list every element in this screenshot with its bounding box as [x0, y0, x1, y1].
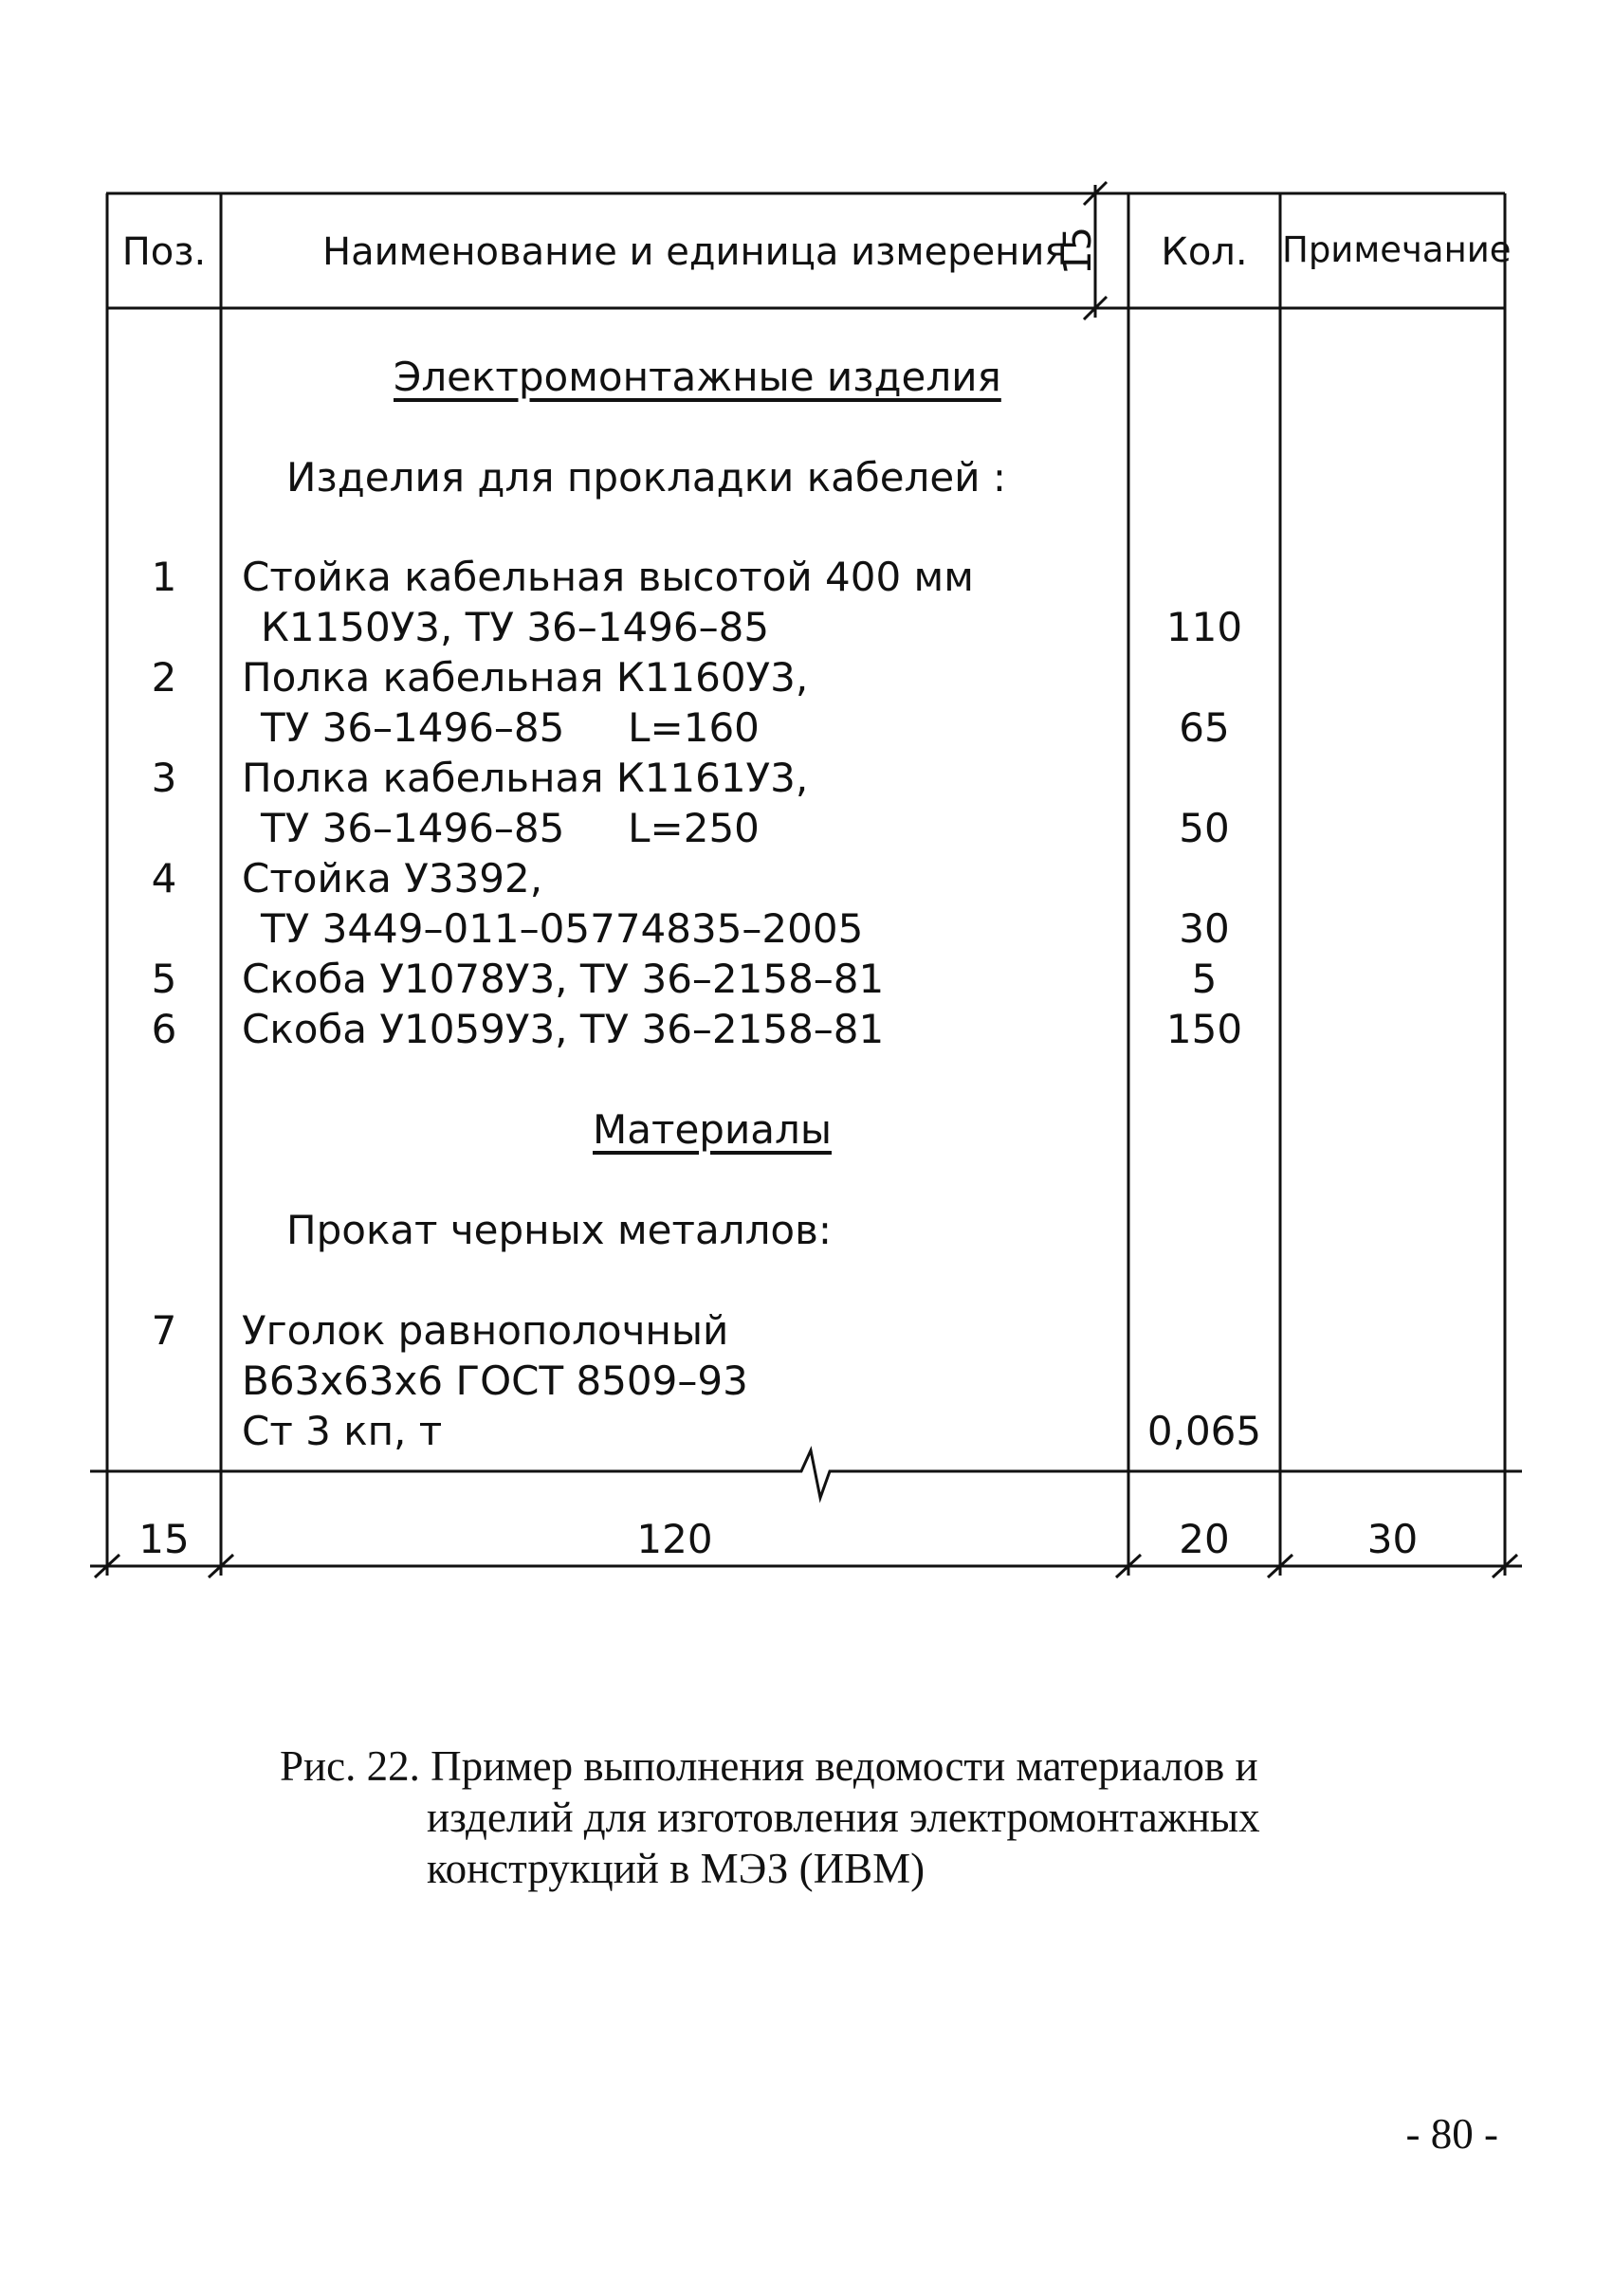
row-name-line: В63х63х6 ГОСТ 8509–93: [242, 1358, 748, 1404]
row-qty: 0,065: [1146, 1408, 1262, 1454]
row-name-line: Скоба У1078У3, ТУ 36–2158–81: [242, 956, 885, 1002]
row-name-line: ТУ 36–1496–85 L=160: [261, 704, 760, 751]
row-pos: 4: [151, 855, 177, 902]
column-width-dimension: 30: [1366, 1516, 1419, 1562]
row-qty: 110: [1165, 604, 1243, 650]
section-title: Материалы: [593, 1106, 832, 1153]
column-width-dimension: 20: [1179, 1516, 1230, 1562]
row-name-line: ТУ 36–1496–85 L=250: [261, 805, 760, 851]
row-name-line: ТУ 3449–011–05774835–2005: [261, 905, 864, 952]
column-width-dimension: 120: [636, 1516, 713, 1562]
caption-line: конструкций в МЭЗ (ИВМ): [427, 1845, 926, 1892]
caption-line: Рис. 22. Пример выполнения ведомости материалов и: [280, 1742, 1258, 1790]
header-name: Наименование и единица измерения: [322, 230, 1068, 274]
row-name-line: Полка кабельная К1160У3,: [242, 654, 809, 701]
row-name-line: Стойка У3392,: [242, 855, 543, 902]
row-qty: 50: [1179, 805, 1230, 851]
row-name-line: Уголок равнополочный: [242, 1307, 729, 1354]
row-qty: 65: [1179, 704, 1230, 751]
row-name-line: Стойка кабельная высотой 400 мм: [242, 554, 974, 600]
section-subtitle: Прокат черных металлов:: [286, 1207, 833, 1253]
row-name-line: Ст 3 кп, т: [242, 1408, 443, 1454]
row-qty: 30: [1179, 905, 1230, 952]
section-subtitle: Изделия для прокладки кабелей :: [286, 454, 1007, 501]
figure-caption: [280, 1740, 1323, 1894]
row-name-line: К1150У3, ТУ 36–1496–85: [261, 604, 770, 650]
row-qty: 5: [1191, 956, 1218, 1002]
header-note: Примечание: [1282, 229, 1512, 270]
header-height-dimension: 15: [1056, 227, 1100, 275]
caption-line: изделий для изготовления электромонтажных: [427, 1794, 1260, 1841]
row-pos: 5: [151, 956, 177, 1002]
row-name-line: Скоба У1059У3, ТУ 36–2158–81: [242, 1006, 885, 1052]
section-title: Электромонтажные изделия: [394, 354, 1001, 400]
header-qty: Кол.: [1161, 230, 1248, 274]
row-name-line: Полка кабельная К1161У3,: [242, 755, 809, 801]
header-pos: Поз.: [121, 230, 207, 274]
row-pos: 2: [151, 654, 177, 701]
page-number: - 80 -: [1405, 2110, 1498, 2158]
row-pos: 6: [151, 1006, 177, 1052]
row-pos: 1: [151, 554, 177, 600]
column-width-dimension: 15: [138, 1516, 190, 1562]
row-pos: 3: [151, 755, 177, 801]
row-pos: 7: [151, 1307, 177, 1354]
row-qty: 150: [1165, 1006, 1243, 1052]
